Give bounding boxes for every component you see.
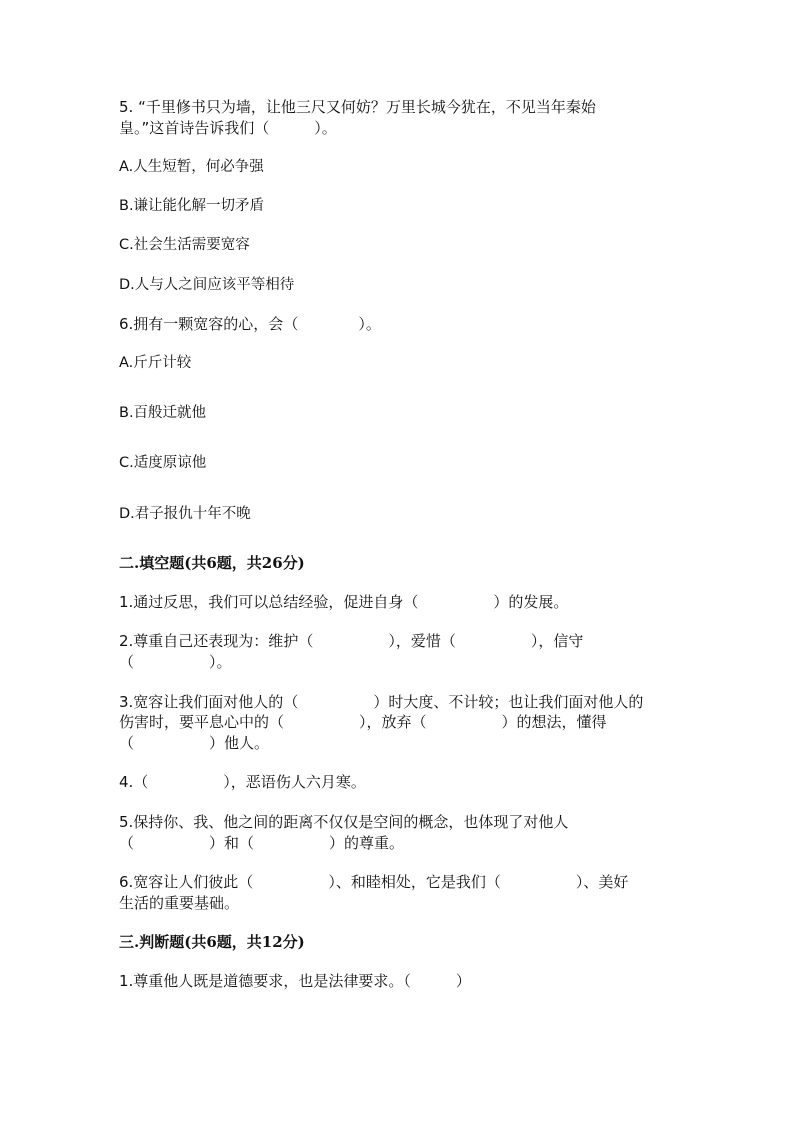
fill-item-1: 1.通过反思，我们可以总结经验，促进自身（ ）的发展。	[119, 593, 569, 611]
q6-option-c: C.适度原谅他	[119, 455, 207, 471]
fill-item-3-line2: 伤害时，要平息心中的（ ），放弃（ ）的想法，懂得	[119, 713, 607, 731]
section2-heading: 二.填空题(共6题，共26分)	[119, 554, 305, 572]
fill-item-2-line1: 2.尊重自己还表现为：维护（ ），爱惜（ ），信守	[119, 632, 584, 650]
q6-stem: 6.拥有一颗宽容的心，会（ ）。	[119, 315, 381, 333]
fill-item-6-line1: 6.宽容让人们彼此（ ）、和睦相处，它是我们（ ）、美好	[119, 873, 629, 891]
fill-item-6-line2: 生活的重要基础。	[119, 894, 240, 912]
q6-option-a: A.斤斤计较	[119, 355, 192, 371]
q5-option-a: A.人生短暂，何必争强	[119, 159, 264, 175]
q5-option-c: C.社会生活需要宽容	[119, 237, 250, 253]
fill-item-3-line1: 3.宽容让我们面对他人的（ ）时大度、不计较；也让我们面对他人的	[119, 693, 644, 711]
q6-option-d: D.君子报仇十年不晚	[119, 506, 251, 522]
judge-item-1: 1.尊重他人既是道德要求，也是法律要求。（ ）	[119, 972, 471, 990]
fill-item-3-line3: （ ）他人。	[119, 734, 270, 752]
q5-stem-line2: 皇。”这首诗告诉我们（ ）。	[119, 119, 337, 137]
q5-stem-line1: 5. “千里修书只为墙，让他三尺又何妨？万里长城今犹在，不见当年秦始	[119, 98, 596, 116]
fill-item-2-line2: （ ）。	[119, 653, 232, 671]
q6-option-b: B.百般迁就他	[119, 405, 207, 421]
q5-option-d: D.人与人之间应该平等相待	[119, 277, 295, 293]
q5-option-b: B.谦让能化解一切矛盾	[119, 198, 265, 214]
section3-heading: 三.判断题(共6题，共12分)	[119, 933, 305, 951]
fill-item-5-line2: （ ）和（ ）的尊重。	[119, 834, 405, 852]
fill-item-4: 4.（ ），恶语伤人六月寒。	[119, 773, 366, 791]
fill-item-5-line1: 5.保持你、我、他之间的距离不仅仅是空间的概念，也体现了对他人	[119, 813, 569, 831]
